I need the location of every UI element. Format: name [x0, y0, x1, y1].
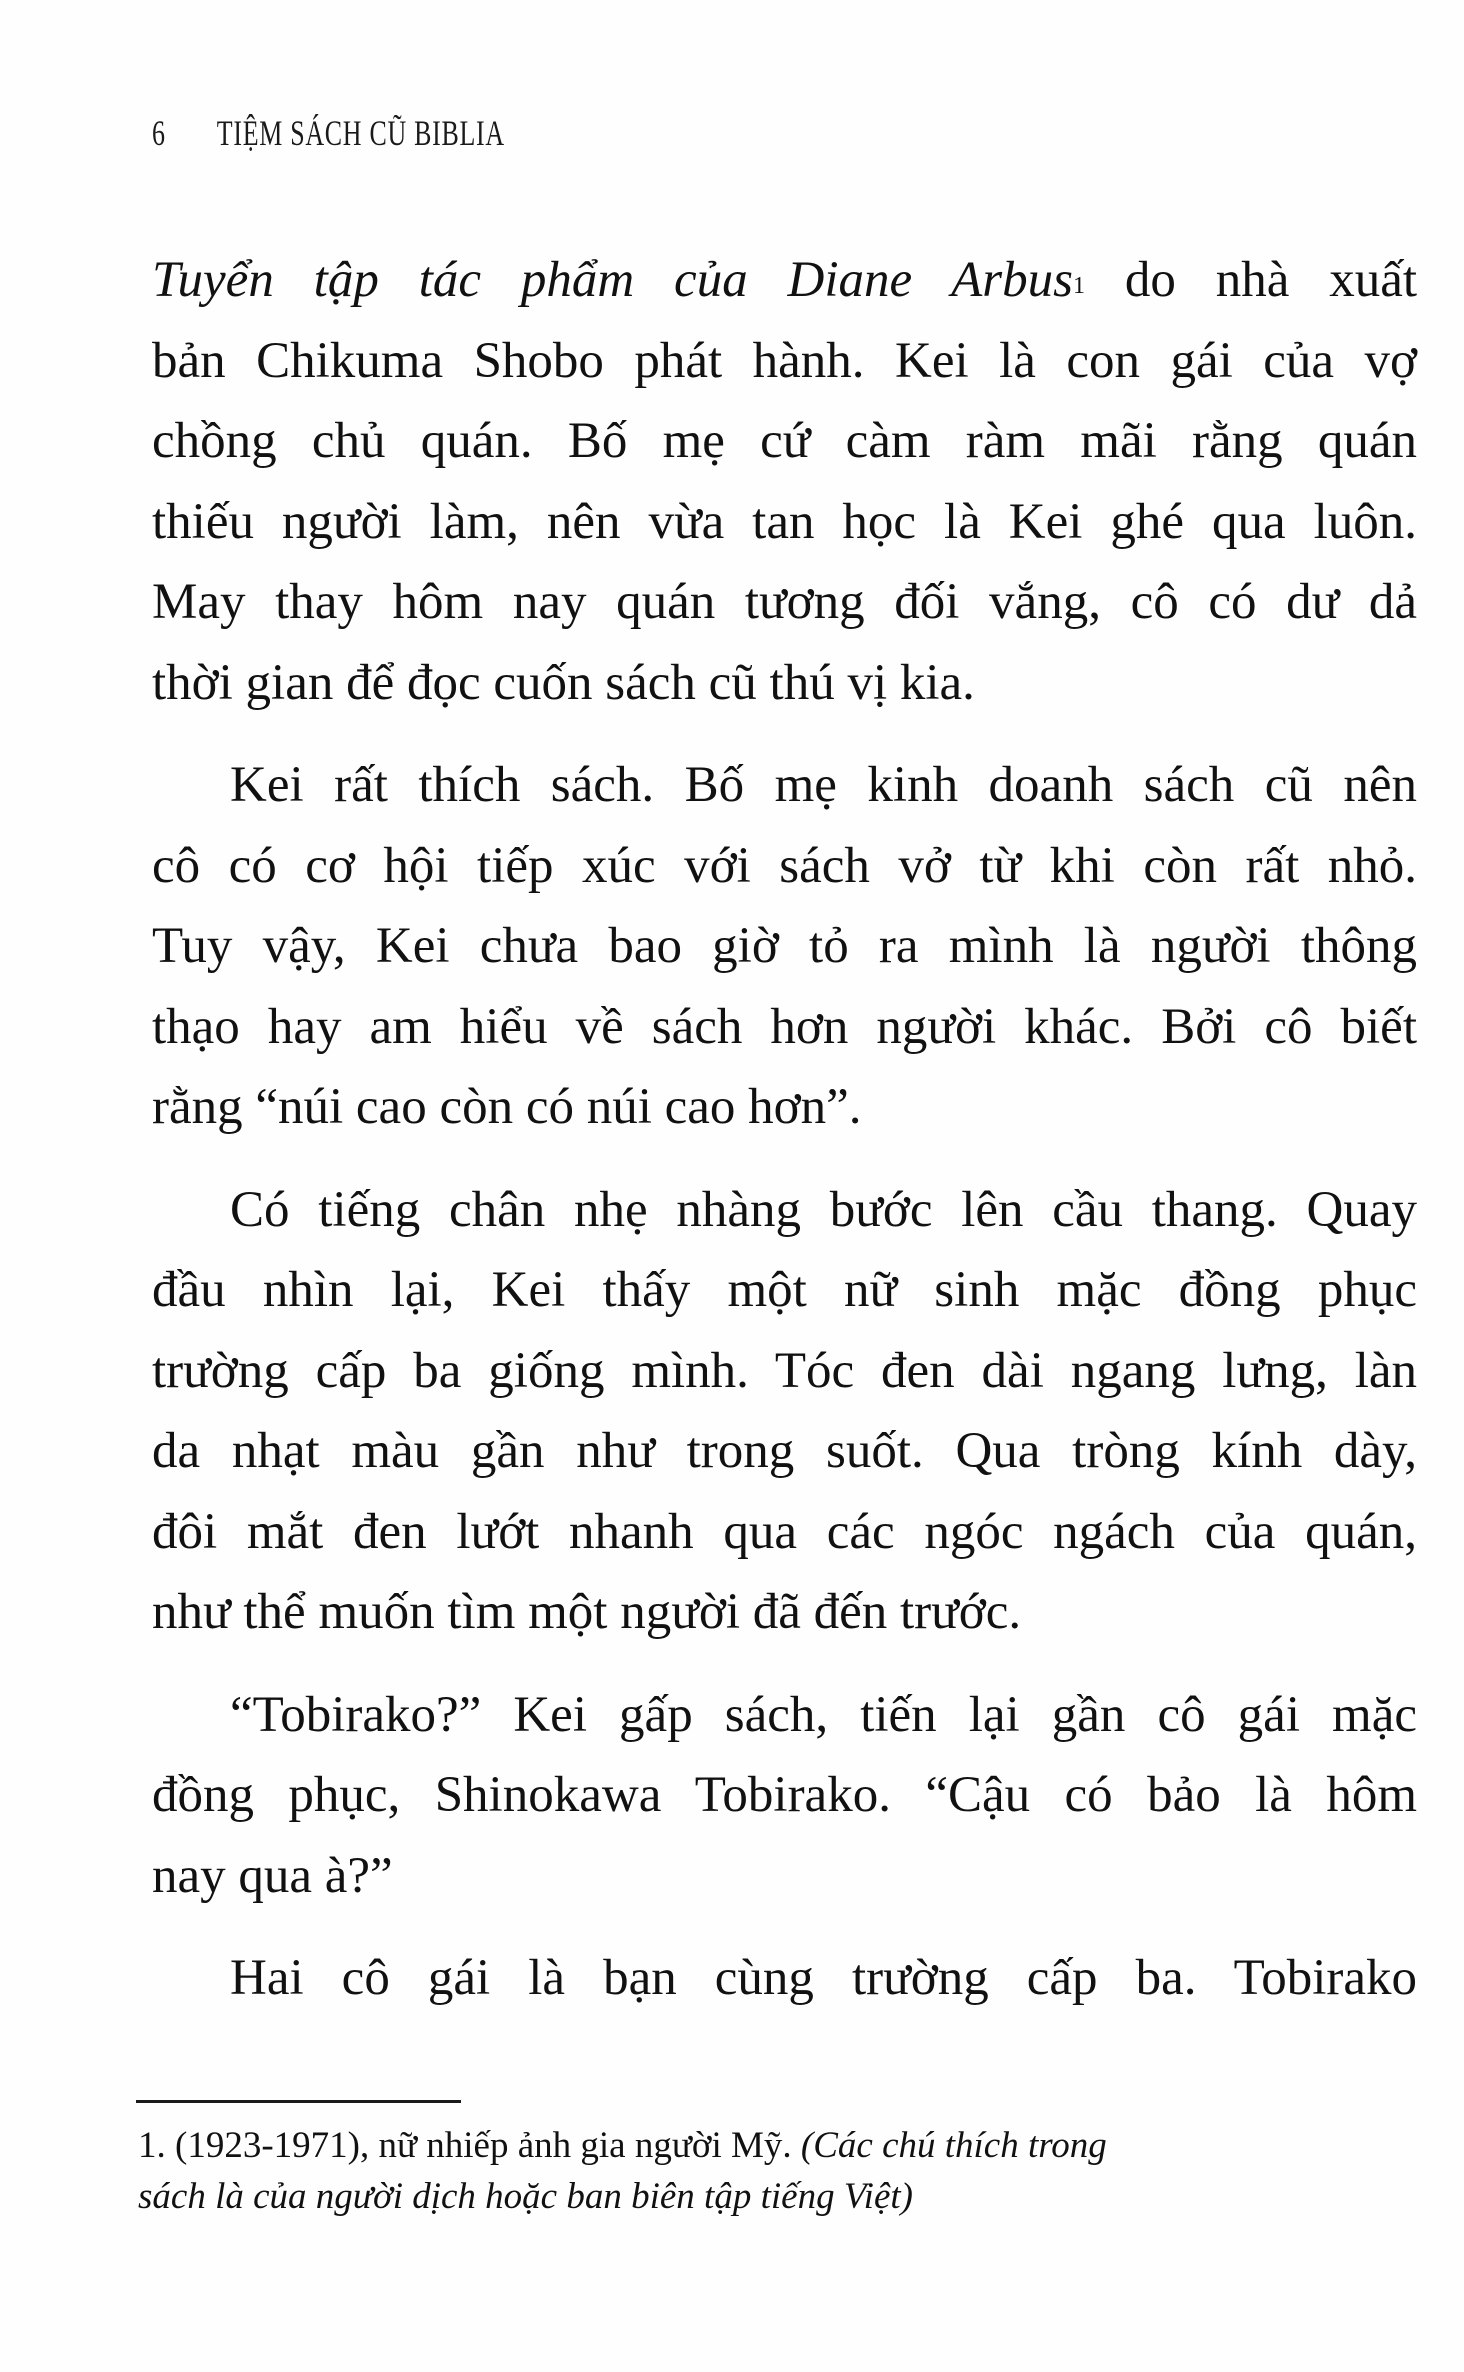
text-line: “Tobirako?” Kei gấp sách, tiến lại gần cô gái mặc — [230, 1686, 1417, 1743]
text-line: May thay hôm nay quán tương đối vắng, cô có dư dả — [152, 574, 1417, 630]
footnote-reference[interactable]: 1 — [1072, 273, 1085, 299]
text-line: như thể muốn tìm một người đã đến trước. — [152, 1584, 1022, 1640]
footnote-line: sách là của người dịch hoặc ban biên tập tiếng Việt) — [138, 2176, 913, 2217]
text-line: đầu nhìn lại, Kei thấy một nữ sinh mặc đồng phục — [152, 1262, 1417, 1318]
text-line: rằng “núi cao còn có núi cao hơn”. — [152, 1079, 862, 1135]
footnote-note: (Các chú thích trong — [800, 2125, 1107, 2166]
paragraph — [152, 1938, 1417, 2019]
text-line: da nhạt màu gần như trong suốt. Qua tròng kính dày, — [152, 1423, 1417, 1479]
text-line: Có tiếng chân nhẹ nhàng bước lên cầu thang. Quay — [230, 1181, 1417, 1238]
italic-title: Tuyển tập tác phẩm của Diane Arbus — [152, 252, 1073, 308]
body-text — [152, 240, 1417, 2019]
text-line: Kei rất thích sách. Bố mẹ kinh doanh sách cũ nên — [230, 757, 1417, 813]
text-line: chồng chủ quán. Bố mẹ cứ càm ràm mãi rằng quán — [152, 413, 1417, 469]
paragraph — [152, 1170, 1417, 1653]
footnote-line — [138, 2120, 1423, 2171]
book-title: TIỆM SÁCH CŨ BIBLIA — [216, 113, 505, 153]
footnote-number: 1. — [138, 2125, 166, 2166]
text-line: Hai cô gái là bạn cùng trường cấp ba. Tobirako — [230, 1950, 1417, 2006]
text-line: thiếu người làm, nên vừa tan học là Kei ghé qua luôn. — [152, 493, 1417, 550]
text-line: đồng phục, Shinokawa Tobirako. “Cậu có bảo là hôm — [152, 1767, 1417, 1823]
text-line — [152, 240, 1417, 321]
paragraph — [152, 745, 1417, 1148]
text-line: Tuy vậy, Kei chưa bao giờ tỏ ra mình là người thông — [152, 918, 1417, 974]
text-line: đôi mắt đen lướt nhanh qua các ngóc ngách của quán, — [152, 1503, 1417, 1560]
text-line: bản Chikuma Shobo phát hành. Kei là con gái của vợ — [152, 332, 1417, 389]
text-line: thạo hay am hiểu về sách hơn người khác. Bởi cô biết — [152, 998, 1417, 1055]
text-line: cô có cơ hội tiếp xúc với sách vở từ khi còn rất nhỏ. — [152, 837, 1417, 894]
paragraph — [152, 1675, 1417, 1917]
footnote-text: (1923-1971), nữ nhiếp ảnh gia người Mỹ. — [165, 2125, 801, 2166]
running-header — [152, 112, 505, 154]
paragraph — [152, 240, 1417, 723]
text-line: nay qua à?” — [152, 1847, 393, 1904]
page-number: 6 — [152, 113, 165, 153]
text-line: thời gian để đọc cuốn sách cũ thú vị kia. — [152, 654, 975, 711]
text-line: trường cấp ba giống mình. Tóc đen dài ngang lưng, làn — [152, 1342, 1417, 1399]
footnote — [138, 2120, 1423, 2222]
footnote-divider — [136, 2100, 461, 2103]
text-segment: do nhà xuất — [1084, 252, 1417, 308]
